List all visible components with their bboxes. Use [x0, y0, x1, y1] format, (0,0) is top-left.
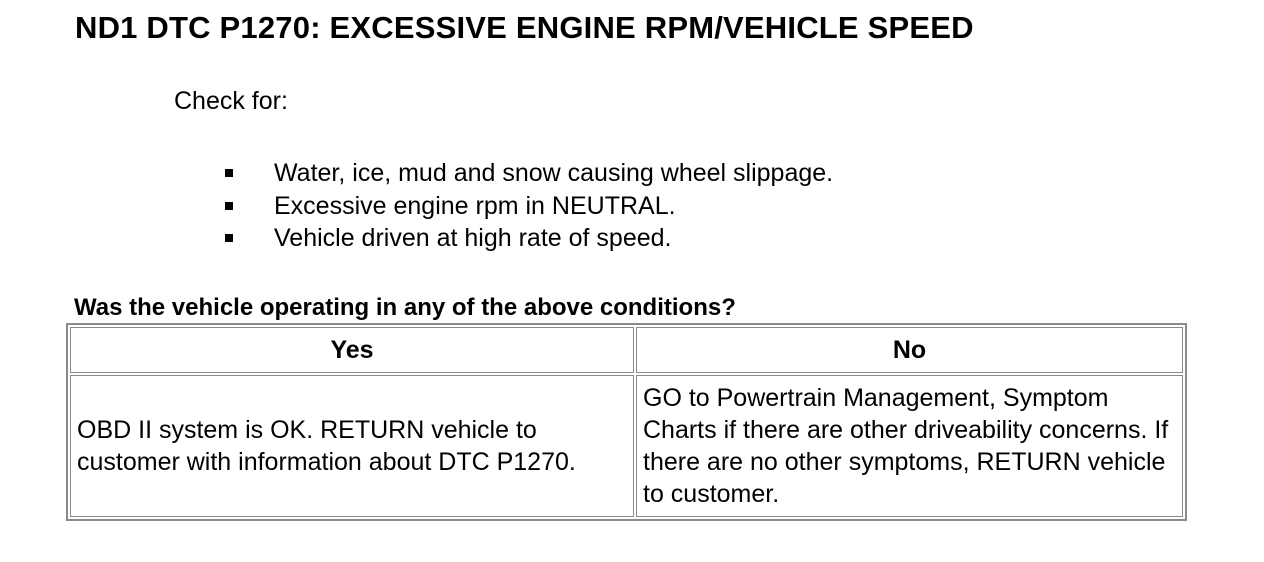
cell-no-action: GO to Powertrain Management, Symptom Charts if there are other driveability concerns. If there are no other symptoms, RETURN vehicle to customer.: [636, 375, 1183, 517]
bullet-icon: [225, 234, 233, 242]
cell-yes-action: OBD II system is OK. RETURN vehicle to customer with information about DTC P1270.: [70, 375, 634, 517]
header-no: No: [636, 327, 1183, 373]
condition-text: Water, ice, mud and snow causing wheel slippage.: [274, 159, 834, 187]
question-heading: Was the vehicle operating in any of the above conditions?: [74, 294, 736, 321]
check-for-label: Check for:: [174, 87, 288, 115]
condition-text: Excessive engine rpm in NEUTRAL.: [274, 191, 676, 220]
header-yes: Yes: [70, 327, 634, 373]
table-row: [70, 375, 1183, 517]
condition-text: Vehicle driven at high rate of speed.: [274, 224, 672, 252]
bullet-icon: [225, 202, 233, 210]
bullet-icon: [225, 169, 233, 177]
result-table: [66, 323, 1187, 521]
table-header-row: [70, 327, 1183, 373]
page-title: ND1 DTC P1270: EXCESSIVE ENGINE RPM/VEHICLE SPEED: [75, 10, 974, 45]
